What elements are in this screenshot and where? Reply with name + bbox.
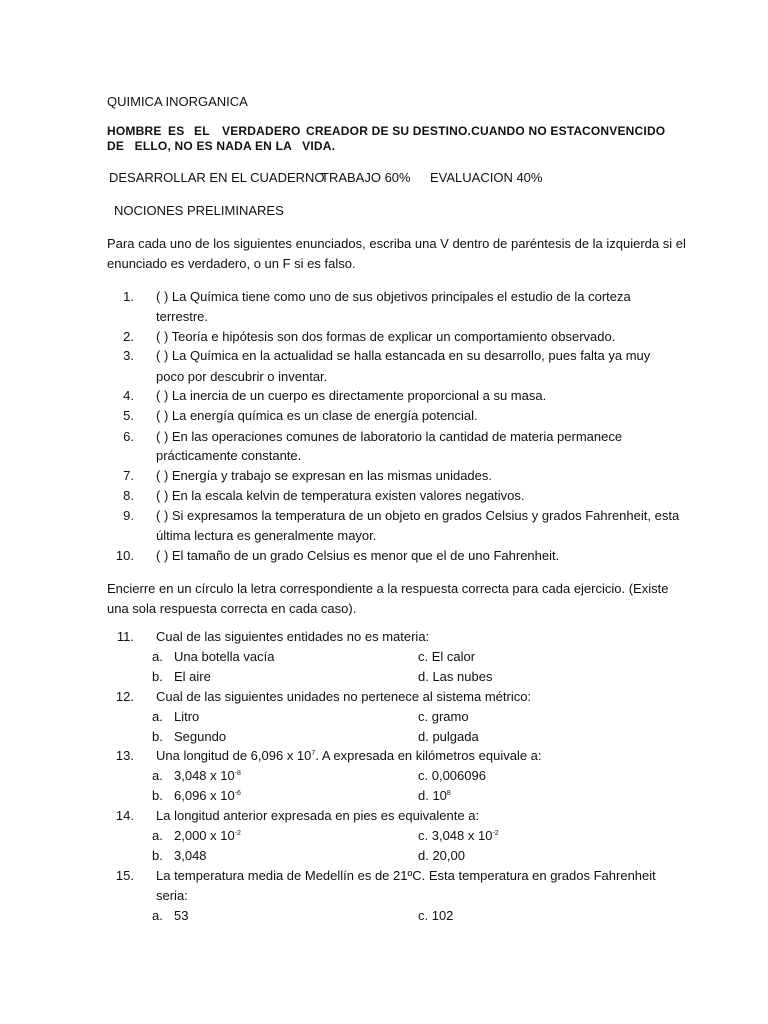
list-item: 9. ( ) Si expresamos la temperatura de un objeto en grados Celsius y grados Fahrenheit, esta: [123, 508, 680, 523]
option-d: d. $10^8$: [418, 788, 451, 803]
question: 11. Cual de las siguientes entidades no es materia:: [116, 629, 430, 644]
tf-instructions-line-1: Para cada uno de los siguientes enunciados, escriba una V dentro de paréntesis de la izquierda si el: [107, 236, 686, 251]
document-title: QUIMICA INORGANICA: [107, 94, 248, 109]
mc-instructions-line-1: Encierre en un círculo la letra correspondiente a la respuesta correcta para cada ejercicio. (Existe: [107, 581, 669, 596]
option-c: c. 3,048 x $10^{-2}$: [418, 828, 499, 843]
work-weight: TRABAJO 60%: [321, 170, 411, 185]
option-b: b. Segundo: [152, 729, 227, 744]
mc-instructions-line-2: una sola respuesta correcta en cada caso).: [107, 601, 357, 616]
motto-word: CONVENCIDO: [582, 124, 666, 138]
list-item-continuation: terrestre.: [156, 309, 209, 324]
list-item: 8. ( ) En la escala kelvin de temperatura existen valores negativos.: [123, 488, 525, 503]
option-c: c. gramo: [418, 709, 469, 724]
option-d: d. Las nubes: [418, 669, 493, 684]
option-a: a. 2,000 x $10^{-2}$: [152, 828, 241, 843]
option-a: a. 3,048 x $10^{-8}$: [152, 768, 241, 783]
evaluation-weight: EVALUACION 40%: [430, 170, 543, 185]
list-item-continuation: poco por descubrir o inventar.: [156, 369, 328, 384]
option-c: c. El calor: [418, 649, 476, 664]
motto-line-1: [107, 124, 162, 138]
question-continuation: seria:: [156, 888, 188, 903]
list-item: 3. ( ) La Química en la actualidad se halla estancada en su desarrollo, pues falta ya muy: [123, 348, 651, 363]
list-item: 10. ( ) El tamaño de un grado Celsius es menor que el de uno Fahrenheit.: [115, 548, 560, 563]
option-b: b. 6,096 x $10^{-6}$: [152, 788, 241, 803]
section-title: NOCIONES PRELIMINARES: [114, 203, 284, 218]
motto-word: HOMBRE: [107, 124, 162, 138]
option-d: d. pulgada: [418, 729, 479, 744]
question: 12. Cual de las siguientes unidades no pertenece al sistema métrico:: [115, 689, 532, 704]
motto-word: VERDADERO: [222, 124, 301, 138]
option-b: b. El aire: [152, 669, 211, 684]
motto-word: CREADOR DE SU DESTINO.CUANDO NO ESTA: [306, 124, 583, 138]
option-a: a. Litro: [152, 709, 200, 724]
option-b: b. 3,048: [152, 848, 207, 863]
list-item: 7. ( ) Energía y trabajo se expresan en las mismas unidades.: [123, 468, 493, 483]
list-item-continuation: última lectura es generalmente mayor.: [156, 528, 377, 543]
question: 15. La temperatura media de Medellín es de 21ºC. Esta temperatura en grados Fahrenheit: [115, 868, 656, 883]
task-label: DESARROLLAR EN EL CUADERNO: [109, 170, 325, 185]
list-item: 4. ( ) La inercia de un cuerpo es directamente proporcional a su masa.: [123, 388, 547, 403]
motto-word: ES: [168, 124, 185, 138]
list-item: 1. ( ) La Química tiene como uno de sus objetivos principales el estudio de la corteza: [123, 289, 631, 304]
option-a: a. Una botella vacía: [152, 649, 275, 664]
option-a: a. 53: [152, 908, 189, 923]
list-item: 6. ( ) En las operaciones comunes de laboratorio la cantidad de materia permanece: [123, 429, 623, 444]
motto-word: EL: [194, 124, 210, 138]
list-item-continuation: prácticamente constante.: [156, 448, 302, 463]
list-item: 5. ( ) La energía química es un clase de energía potencial.: [123, 408, 478, 423]
option-d: d. 20,00: [418, 848, 465, 863]
question: 13. Una longitud de 6,096 x $10^7$. A expresada en kilómetros equivale a:: [115, 748, 542, 763]
motto-line-2: DE ELLO, NO ES NADA EN LA VIDA.: [107, 139, 336, 153]
question: 14. La longitud anterior expresada en pies es equivalente a:: [115, 808, 480, 823]
list-item: 2. ( ) Teoría e hipótesis son dos formas de explicar un comportamiento observado.: [123, 329, 616, 344]
tf-instructions-line-2: enunciado es verdadero, o un F si es falso.: [107, 256, 356, 271]
option-c: c. 0,006096: [418, 768, 486, 783]
option-c: c. 102: [418, 908, 454, 923]
